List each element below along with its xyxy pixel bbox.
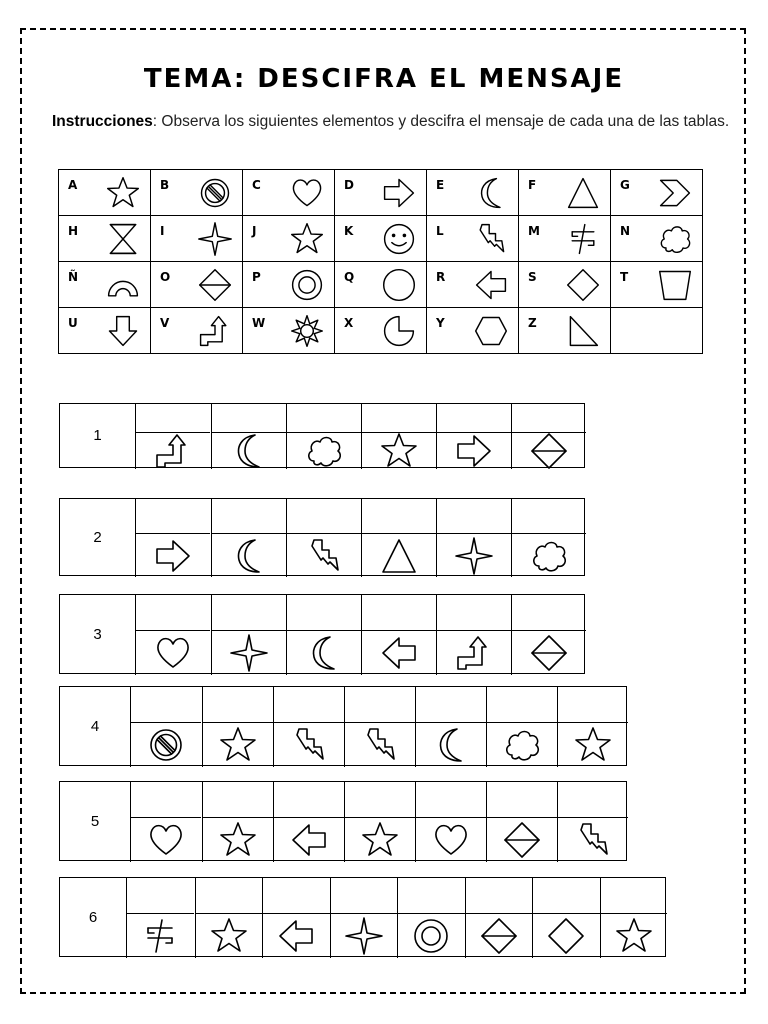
target-icon xyxy=(289,267,325,303)
key-letter: Y xyxy=(436,316,445,330)
key-cell xyxy=(151,308,243,354)
puzzle-cell xyxy=(130,782,201,862)
puzzle-number: 6 xyxy=(60,878,127,956)
rainbow-icon xyxy=(105,267,141,303)
diamond-half-icon xyxy=(502,820,542,860)
moon-icon xyxy=(304,633,344,673)
step-arrow-icon xyxy=(153,431,193,471)
answer-box[interactable] xyxy=(558,687,628,723)
sparkle-icon xyxy=(454,536,494,576)
puzzle-cell xyxy=(202,782,273,862)
key-letter: N xyxy=(620,224,631,238)
sun-icon xyxy=(289,313,325,349)
answer-box[interactable] xyxy=(274,782,344,818)
star-icon xyxy=(360,820,400,860)
answer-box[interactable] xyxy=(131,687,201,723)
answer-box[interactable] xyxy=(345,782,415,818)
arrow-right-icon xyxy=(153,536,193,576)
puzzle-cell xyxy=(436,595,511,675)
cloud-icon xyxy=(529,536,569,576)
puzzle-cell xyxy=(436,404,511,469)
key-cell xyxy=(243,216,335,262)
sparkle-icon xyxy=(197,221,233,257)
key-letter: C xyxy=(252,178,261,192)
pie-icon xyxy=(381,313,417,349)
answer-box[interactable] xyxy=(437,499,511,534)
instructions xyxy=(52,106,732,138)
instructions-text: : Observa los siguientes elementos y descifra el mensaje de cada una de las tablas. xyxy=(152,113,730,130)
key-letter: Z xyxy=(528,316,537,330)
puzzle-2 xyxy=(59,498,585,576)
answer-box[interactable] xyxy=(263,878,330,914)
sparkle-icon xyxy=(344,916,384,956)
puzzle-cell xyxy=(126,878,194,958)
puzzle-cell xyxy=(361,404,436,469)
puzzle-4 xyxy=(59,686,627,766)
key-cell xyxy=(151,170,243,216)
star-icon xyxy=(614,916,654,956)
key-row xyxy=(59,262,703,308)
answer-box[interactable] xyxy=(416,687,486,723)
heart-icon xyxy=(431,820,471,860)
answer-box[interactable] xyxy=(136,499,210,534)
step-arrow-icon xyxy=(197,313,233,349)
sparkle-icon xyxy=(229,633,269,673)
key-letter: U xyxy=(68,316,78,330)
answer-box[interactable] xyxy=(131,782,201,818)
no-sign-icon xyxy=(146,725,186,765)
key-cell xyxy=(335,262,427,308)
answer-box[interactable] xyxy=(362,595,436,631)
answer-box[interactable] xyxy=(512,499,586,534)
star-icon xyxy=(573,725,613,765)
key-letter: X xyxy=(344,316,354,330)
puzzle-cell xyxy=(135,499,210,577)
key-letter: O xyxy=(160,270,171,284)
puzzle-number: 3 xyxy=(60,595,136,673)
key-letter: J xyxy=(252,224,257,238)
target-icon xyxy=(411,916,451,956)
star-icon xyxy=(105,175,141,211)
answer-box[interactable] xyxy=(466,878,533,914)
instructions-label: Instrucciones xyxy=(52,113,153,130)
key-letter: T xyxy=(620,270,629,284)
diamond-half-icon xyxy=(197,267,233,303)
answer-box[interactable] xyxy=(558,782,628,818)
puzzle-cell xyxy=(511,404,586,469)
puzzle-cell xyxy=(361,595,436,675)
key-cell xyxy=(427,308,519,354)
key-cell xyxy=(611,308,703,354)
not-equal-icon xyxy=(565,221,601,257)
diamond-half-icon xyxy=(479,916,519,956)
step-arrow-icon xyxy=(454,633,494,673)
heart-icon xyxy=(153,633,193,673)
lightning-icon xyxy=(573,820,613,860)
puzzle-cell xyxy=(195,878,263,958)
key-letter: Ñ xyxy=(68,270,79,284)
puzzle-cell xyxy=(330,878,398,958)
answer-box[interactable] xyxy=(287,595,361,631)
hexagon-icon xyxy=(473,313,509,349)
puzzle-number: 5 xyxy=(60,782,131,860)
puzzle-number: 4 xyxy=(60,687,131,765)
puzzle-cell xyxy=(511,595,586,675)
key-cell xyxy=(59,216,151,262)
answer-box[interactable] xyxy=(362,499,436,534)
arrow-right-icon xyxy=(454,431,494,471)
key-letter: P xyxy=(252,270,261,284)
answer-box[interactable] xyxy=(274,687,344,723)
star-icon xyxy=(218,725,258,765)
circle-icon xyxy=(381,267,417,303)
no-sign-icon xyxy=(197,175,233,211)
puzzle-cell xyxy=(135,595,210,675)
key-letter: R xyxy=(436,270,446,284)
key-letter: E xyxy=(436,178,445,192)
key-cell xyxy=(59,308,151,354)
puzzle-cell xyxy=(511,499,586,577)
arrow-left-icon xyxy=(289,820,329,860)
puzzle-number: 2 xyxy=(60,499,136,575)
key-letter: L xyxy=(436,224,444,238)
hourglass-icon xyxy=(105,221,141,257)
key-row xyxy=(59,170,703,216)
answer-box[interactable] xyxy=(601,878,668,914)
key-cell xyxy=(427,262,519,308)
key-letter: A xyxy=(68,178,78,192)
diamond-icon xyxy=(565,267,601,303)
key-cell xyxy=(519,170,611,216)
arrow-down-icon xyxy=(105,313,141,349)
answer-box[interactable] xyxy=(487,782,557,818)
arrow-right-icon xyxy=(381,175,417,211)
key-cell xyxy=(335,308,427,354)
answer-box[interactable] xyxy=(512,404,586,433)
puzzle-cell xyxy=(486,782,557,862)
answer-box[interactable] xyxy=(512,595,586,631)
star-icon xyxy=(379,431,419,471)
key-letter: H xyxy=(68,224,79,238)
smiley-icon xyxy=(381,221,417,257)
key-letter: D xyxy=(344,178,354,192)
key-cell xyxy=(59,170,151,216)
puzzle-cell xyxy=(344,782,415,862)
key-letter: S xyxy=(528,270,537,284)
lightning-icon xyxy=(360,725,400,765)
answer-box[interactable] xyxy=(136,404,210,433)
key-cell xyxy=(611,216,703,262)
puzzle-cell xyxy=(211,499,286,577)
star-icon xyxy=(209,916,249,956)
answer-box[interactable] xyxy=(416,782,486,818)
puzzle-1 xyxy=(59,403,585,468)
puzzle-cell xyxy=(211,404,286,469)
puzzle-number: 1 xyxy=(60,404,136,467)
answer-box[interactable] xyxy=(127,878,194,914)
answer-box[interactable] xyxy=(287,499,361,534)
star-icon xyxy=(289,221,325,257)
trapezoid-icon xyxy=(657,267,693,303)
puzzle-cell xyxy=(273,687,344,767)
arrow-left-icon xyxy=(379,633,419,673)
key-row xyxy=(59,216,703,262)
cloud-icon xyxy=(304,431,344,471)
key-cell xyxy=(151,262,243,308)
key-letter: K xyxy=(344,224,354,238)
puzzle-cell xyxy=(557,782,628,862)
answer-box[interactable] xyxy=(136,595,210,631)
puzzle-cell xyxy=(286,595,361,675)
triangle-icon xyxy=(379,536,419,576)
puzzle-cell xyxy=(486,687,557,767)
answer-box[interactable] xyxy=(212,404,286,433)
moon-icon xyxy=(473,175,509,211)
key-letter: F xyxy=(528,178,537,192)
key-cell xyxy=(59,262,151,308)
right-triangle-icon xyxy=(565,313,601,349)
answer-box[interactable] xyxy=(203,782,273,818)
key-cell xyxy=(427,170,519,216)
key-letter: V xyxy=(160,316,170,330)
answer-box[interactable] xyxy=(203,687,273,723)
arrow-left-icon xyxy=(276,916,316,956)
arrow-left-icon xyxy=(473,267,509,303)
puzzle-cell xyxy=(557,687,628,767)
key-row xyxy=(59,308,703,354)
key-letter: B xyxy=(160,178,170,192)
key-cell xyxy=(243,262,335,308)
puzzle-cell xyxy=(135,404,210,469)
puzzle-5 xyxy=(59,781,627,861)
puzzle-cell xyxy=(130,687,201,767)
cipher-key-table xyxy=(58,169,703,354)
lightning-icon xyxy=(473,221,509,257)
key-cell xyxy=(243,170,335,216)
puzzle-cell xyxy=(344,687,415,767)
puzzle-cell xyxy=(436,499,511,577)
puzzle-cell xyxy=(262,878,330,958)
answer-box[interactable] xyxy=(196,878,263,914)
key-cell xyxy=(335,216,427,262)
puzzle-cell xyxy=(465,878,533,958)
cloud-icon xyxy=(657,221,693,257)
puzzle-cell xyxy=(286,499,361,577)
puzzle-cell xyxy=(415,782,486,862)
heart-icon xyxy=(289,175,325,211)
puzzle-6 xyxy=(59,877,666,957)
answer-box[interactable] xyxy=(212,499,286,534)
not-equal-icon xyxy=(140,916,180,956)
key-letter: G xyxy=(620,178,630,192)
key-cell xyxy=(519,216,611,262)
key-letter: I xyxy=(160,224,165,238)
answer-box[interactable] xyxy=(437,404,511,433)
key-cell xyxy=(335,170,427,216)
key-letter: Q xyxy=(344,270,355,284)
triangle-icon xyxy=(565,175,601,211)
key-letter: W xyxy=(252,316,266,330)
answer-box[interactable] xyxy=(437,595,511,631)
key-cell xyxy=(611,170,703,216)
answer-box[interactable] xyxy=(287,404,361,433)
lightning-icon xyxy=(304,536,344,576)
puzzle-cell xyxy=(273,782,344,862)
key-cell xyxy=(243,308,335,354)
answer-box[interactable] xyxy=(212,595,286,631)
star-icon xyxy=(218,820,258,860)
cloud-icon xyxy=(502,725,542,765)
chevron-icon xyxy=(657,175,693,211)
heart-icon xyxy=(146,820,186,860)
puzzle-cell xyxy=(532,878,600,958)
answer-box[interactable] xyxy=(331,878,398,914)
answer-box[interactable] xyxy=(398,878,465,914)
diamond-half-icon xyxy=(529,633,569,673)
moon-icon xyxy=(229,431,269,471)
answer-box[interactable] xyxy=(345,687,415,723)
answer-box[interactable] xyxy=(487,687,557,723)
key-cell xyxy=(611,262,703,308)
puzzle-3 xyxy=(59,594,585,674)
moon-icon xyxy=(431,725,471,765)
answer-box[interactable] xyxy=(533,878,600,914)
diamond-half-icon xyxy=(529,431,569,471)
puzzle-cell xyxy=(397,878,465,958)
key-cell xyxy=(427,216,519,262)
page-title: TEMA: DESCIFRA EL MENSAJE xyxy=(143,64,625,94)
puzzle-cell xyxy=(415,687,486,767)
answer-box[interactable] xyxy=(362,404,436,433)
puzzle-cell xyxy=(361,499,436,577)
puzzle-cell xyxy=(286,404,361,469)
moon-icon xyxy=(229,536,269,576)
diamond-icon xyxy=(546,916,586,956)
key-cell xyxy=(519,308,611,354)
key-cell xyxy=(151,216,243,262)
key-cell xyxy=(519,262,611,308)
puzzle-cell xyxy=(211,595,286,675)
key-letter: M xyxy=(528,224,540,238)
puzzle-cell xyxy=(202,687,273,767)
puzzle-cell xyxy=(600,878,668,958)
lightning-icon xyxy=(289,725,329,765)
